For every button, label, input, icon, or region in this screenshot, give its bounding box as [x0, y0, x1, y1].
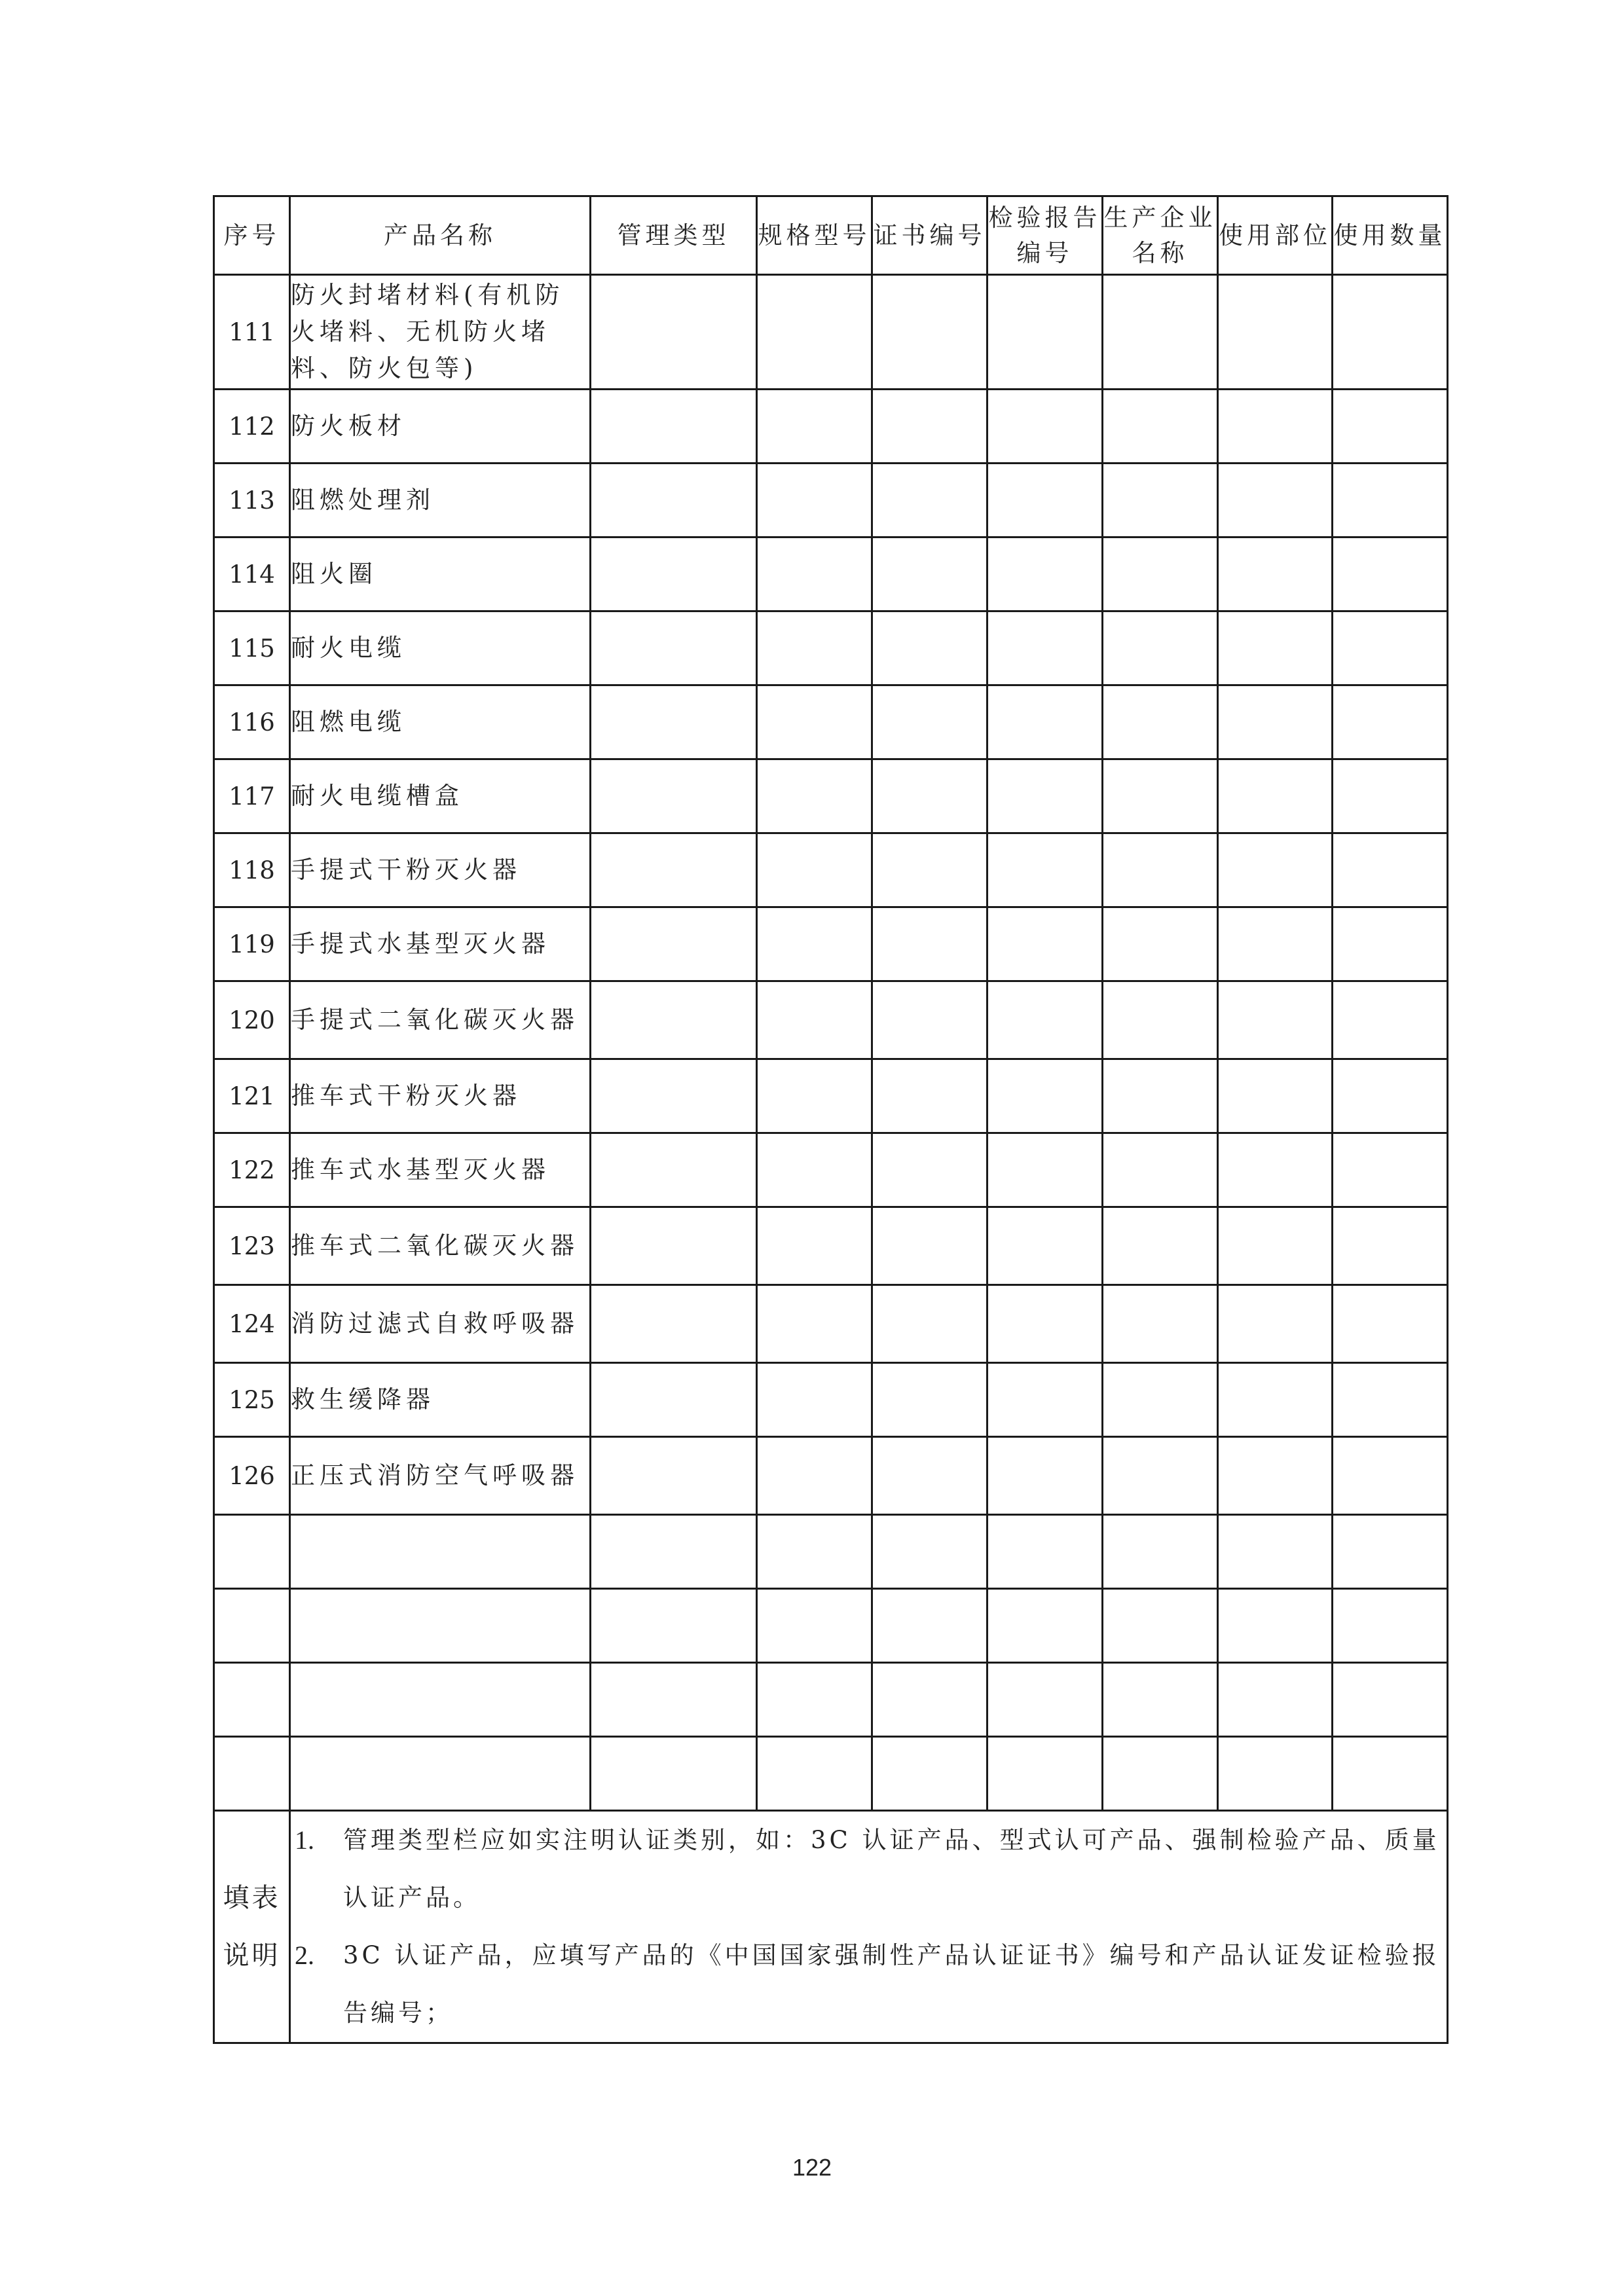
inspection-report-no-cell[interactable]: [987, 1663, 1103, 1737]
certificate-no-cell[interactable]: [872, 275, 987, 390]
spec-model-cell[interactable]: [757, 464, 872, 538]
certificate-no-cell[interactable]: [872, 1515, 987, 1589]
table-row: [214, 1589, 1448, 1663]
product-name-cell: 防火封堵材料(有机防火堵料、无机防火堵料、防火包等): [290, 275, 591, 390]
manufacturer-cell[interactable]: [1103, 538, 1218, 611]
inspection-report-no-cell[interactable]: [987, 1589, 1103, 1663]
header-cell-management-type: 管理类型: [591, 196, 757, 275]
usage-quantity-cell[interactable]: [1333, 1663, 1448, 1737]
management-type-cell[interactable]: [591, 275, 757, 390]
spec-model-cell[interactable]: [757, 275, 872, 390]
inspection-report-no-cell[interactable]: [987, 464, 1103, 538]
management-type-cell[interactable]: [591, 759, 757, 833]
instructions-label: 填表说明: [214, 1811, 290, 2043]
instruction-number: 2.: [295, 1941, 314, 1970]
spec-model-cell[interactable]: [757, 1207, 872, 1285]
instruction-number: 1.: [295, 1825, 314, 1855]
manufacturer-cell[interactable]: [1103, 1133, 1218, 1207]
spec-model-cell[interactable]: [757, 759, 872, 833]
usage-quantity-cell[interactable]: [1333, 390, 1448, 464]
usage-location-cell[interactable]: [1218, 275, 1333, 390]
seq-cell: 125: [214, 1363, 290, 1437]
product-name-cell: 推车式干粉灭火器: [290, 1059, 591, 1133]
spec-model-cell[interactable]: [757, 1437, 872, 1515]
certificate-no-cell[interactable]: [872, 1059, 987, 1133]
instruction-text: 3C 认证产品，应填写产品的《中国国家强制性产品认证证书》编号和产品认证发证检验报告编号；: [343, 1941, 1440, 2027]
product-name-cell: [290, 1515, 591, 1589]
product-name-cell: 阻火圈: [290, 538, 591, 611]
inspection-report-no-cell[interactable]: [987, 538, 1103, 611]
spec-model-cell[interactable]: [757, 611, 872, 685]
product-name-cell: 防火板材: [290, 390, 591, 464]
usage-location-cell[interactable]: [1218, 1285, 1333, 1363]
manufacturer-cell[interactable]: [1103, 464, 1218, 538]
page-number: 122: [792, 2154, 832, 2181]
management-type-cell[interactable]: [591, 1515, 757, 1589]
seq-cell: 115: [214, 611, 290, 685]
usage-location-cell[interactable]: [1218, 759, 1333, 833]
management-type-cell[interactable]: [591, 1663, 757, 1737]
product-name-cell: 手提式水基型灭火器: [290, 907, 591, 981]
seq-cell: 120: [214, 981, 290, 1059]
seq-cell: [214, 1515, 290, 1589]
header-cell-inspection-report-no: 检验报告编号: [987, 196, 1103, 275]
seq-cell: 114: [214, 538, 290, 611]
manufacturer-cell[interactable]: [1103, 981, 1218, 1059]
spec-model-cell[interactable]: [757, 1363, 872, 1437]
certificate-no-cell[interactable]: [872, 1589, 987, 1663]
usage-location-cell[interactable]: [1218, 833, 1333, 907]
management-type-cell[interactable]: [591, 1059, 757, 1133]
management-type-cell[interactable]: [591, 1363, 757, 1437]
spec-model-cell[interactable]: [757, 1737, 872, 1811]
certificate-no-cell[interactable]: [872, 464, 987, 538]
usage-location-cell[interactable]: [1218, 1663, 1333, 1737]
seq-cell: 118: [214, 833, 290, 907]
usage-location-cell[interactable]: [1218, 1737, 1333, 1811]
table-row: [214, 1515, 1448, 1589]
inspection-report-no-cell[interactable]: [987, 759, 1103, 833]
product-name-cell: 推车式水基型灭火器: [290, 1133, 591, 1207]
product-registration-table: [213, 195, 1449, 2044]
spec-model-cell[interactable]: [757, 907, 872, 981]
spec-model-cell[interactable]: [757, 1133, 872, 1207]
usage-quantity-cell[interactable]: [1333, 538, 1448, 611]
table-row: [214, 833, 1448, 907]
product-name-cell: 消防过滤式自救呼吸器: [290, 1285, 591, 1363]
usage-location-cell[interactable]: [1218, 390, 1333, 464]
table-row: [214, 907, 1448, 981]
certificate-no-cell[interactable]: [872, 611, 987, 685]
usage-quantity-cell[interactable]: [1333, 833, 1448, 907]
seq-cell: 124: [214, 1285, 290, 1363]
management-type-cell[interactable]: [591, 611, 757, 685]
manufacturer-cell[interactable]: [1103, 1737, 1218, 1811]
product-name-cell: [290, 1589, 591, 1663]
table-row: [214, 759, 1448, 833]
usage-quantity-cell[interactable]: [1333, 1285, 1448, 1363]
table-row: [214, 1133, 1448, 1207]
spec-model-cell[interactable]: [757, 833, 872, 907]
spec-model-cell[interactable]: [757, 390, 872, 464]
table-row: [214, 275, 1448, 390]
certificate-no-cell[interactable]: [872, 1133, 987, 1207]
product-name-cell: 手提式二氧化碳灭火器: [290, 981, 591, 1059]
product-name-cell: 救生缓降器: [290, 1363, 591, 1437]
table-row: [214, 1207, 1448, 1285]
usage-quantity-cell[interactable]: [1333, 907, 1448, 981]
product-name-cell: 耐火电缆: [290, 611, 591, 685]
seq-cell: 112: [214, 390, 290, 464]
certificate-no-cell[interactable]: [872, 538, 987, 611]
usage-quantity-cell[interactable]: [1333, 685, 1448, 759]
instructions-row: [214, 1811, 1448, 2043]
inspection-report-no-cell[interactable]: [987, 685, 1103, 759]
spec-model-cell[interactable]: [757, 685, 872, 759]
manufacturer-cell[interactable]: [1103, 1437, 1218, 1515]
table-row: [214, 611, 1448, 685]
inspection-report-no-cell[interactable]: [987, 1737, 1103, 1811]
seq-cell: 116: [214, 685, 290, 759]
usage-quantity-cell[interactable]: [1333, 1059, 1448, 1133]
instructions-body: [290, 1811, 1448, 2043]
management-type-cell[interactable]: [591, 833, 757, 907]
table-body: [214, 275, 1448, 1811]
management-type-cell[interactable]: [591, 1133, 757, 1207]
instruction-text: 管理类型栏应如实注明认证类别，如：3C 认证产品、型式认可产品、强制检验产品、质量认证产品。: [343, 1826, 1440, 1912]
management-type-cell[interactable]: [591, 981, 757, 1059]
manufacturer-cell[interactable]: [1103, 907, 1218, 981]
manufacturer-cell[interactable]: [1103, 1207, 1218, 1285]
usage-location-cell[interactable]: [1218, 1133, 1333, 1207]
certificate-no-cell[interactable]: [872, 1207, 987, 1285]
inspection-report-no-cell[interactable]: [987, 833, 1103, 907]
certificate-no-cell[interactable]: [872, 685, 987, 759]
seq-cell: 117: [214, 759, 290, 833]
product-name-cell: 阻燃处理剂: [290, 464, 591, 538]
manufacturer-cell[interactable]: [1103, 1363, 1218, 1437]
usage-quantity-cell[interactable]: [1333, 981, 1448, 1059]
seq-cell: 113: [214, 464, 290, 538]
table-row: [214, 685, 1448, 759]
inspection-report-no-cell[interactable]: [987, 611, 1103, 685]
usage-location-cell[interactable]: [1218, 981, 1333, 1059]
product-name-cell: 耐火电缆槽盒: [290, 759, 591, 833]
usage-location-cell[interactable]: [1218, 907, 1333, 981]
certificate-no-cell[interactable]: [872, 759, 987, 833]
header-cell-seq: 序号: [214, 196, 290, 275]
certificate-no-cell[interactable]: [872, 833, 987, 907]
product-name-cell: [290, 1663, 591, 1737]
usage-location-cell[interactable]: [1218, 538, 1333, 611]
header-cell-usage-quantity: 使用数量: [1333, 196, 1448, 275]
usage-quantity-cell[interactable]: [1333, 1515, 1448, 1589]
certificate-no-cell[interactable]: [872, 907, 987, 981]
usage-location-cell[interactable]: [1218, 1589, 1333, 1663]
spec-model-cell[interactable]: [757, 538, 872, 611]
spec-model-cell[interactable]: [757, 1515, 872, 1589]
usage-quantity-cell[interactable]: [1333, 1437, 1448, 1515]
certificate-no-cell[interactable]: [872, 390, 987, 464]
management-type-cell[interactable]: [591, 685, 757, 759]
management-type-cell[interactable]: [591, 1737, 757, 1811]
spec-model-cell[interactable]: [757, 1663, 872, 1737]
usage-quantity-cell[interactable]: [1333, 611, 1448, 685]
inspection-report-no-cell[interactable]: [987, 1363, 1103, 1437]
usage-location-cell[interactable]: [1218, 464, 1333, 538]
certificate-no-cell[interactable]: [872, 1363, 987, 1437]
instruction-item: [291, 1927, 1447, 2042]
seq-cell: 119: [214, 907, 290, 981]
table-row: [214, 1737, 1448, 1811]
header-cell-usage-location: 使用部位: [1218, 196, 1333, 275]
usage-location-cell[interactable]: [1218, 685, 1333, 759]
usage-location-cell[interactable]: [1218, 1363, 1333, 1437]
usage-location-cell[interactable]: [1218, 1515, 1333, 1589]
usage-quantity-cell[interactable]: [1333, 275, 1448, 390]
management-type-cell[interactable]: [591, 1285, 757, 1363]
seq-cell: 122: [214, 1133, 290, 1207]
manufacturer-cell[interactable]: [1103, 685, 1218, 759]
header-cell-manufacturer: 生产企业名称: [1103, 196, 1218, 275]
manufacturer-cell[interactable]: [1103, 1515, 1218, 1589]
instruction-item: [291, 1812, 1447, 1927]
management-type-cell[interactable]: [591, 907, 757, 981]
inspection-report-no-cell[interactable]: [987, 907, 1103, 981]
inspection-report-no-cell[interactable]: [987, 981, 1103, 1059]
header-cell-spec-model: 规格型号: [757, 196, 872, 275]
inspection-report-no-cell[interactable]: [987, 1059, 1103, 1133]
usage-location-cell[interactable]: [1218, 1207, 1333, 1285]
seq-cell: 123: [214, 1207, 290, 1285]
certificate-no-cell[interactable]: [872, 981, 987, 1059]
spec-model-cell[interactable]: [757, 981, 872, 1059]
manufacturer-cell[interactable]: [1103, 1663, 1218, 1737]
table-row: [214, 1363, 1448, 1437]
table-row: [214, 1059, 1448, 1133]
header-row: [214, 196, 1448, 275]
manufacturer-cell[interactable]: [1103, 390, 1218, 464]
management-type-cell[interactable]: [591, 1207, 757, 1285]
seq-cell: 126: [214, 1437, 290, 1515]
certificate-no-cell[interactable]: [872, 1437, 987, 1515]
manufacturer-cell[interactable]: [1103, 1589, 1218, 1663]
certificate-no-cell[interactable]: [872, 1663, 987, 1737]
product-name-cell: [290, 1737, 591, 1811]
table-row: [214, 538, 1448, 611]
inspection-report-no-cell[interactable]: [987, 1207, 1103, 1285]
header-cell-product-name: 产品名称: [290, 196, 591, 275]
manufacturer-cell[interactable]: [1103, 275, 1218, 390]
seq-cell: [214, 1589, 290, 1663]
product-name-cell: 手提式干粉灭火器: [290, 833, 591, 907]
inspection-report-no-cell[interactable]: [987, 1437, 1103, 1515]
certificate-no-cell[interactable]: [872, 1737, 987, 1811]
usage-location-cell[interactable]: [1218, 611, 1333, 685]
usage-quantity-cell[interactable]: [1333, 1207, 1448, 1285]
table-row: [214, 464, 1448, 538]
usage-location-cell[interactable]: [1218, 1437, 1333, 1515]
seq-cell: [214, 1663, 290, 1737]
manufacturer-cell[interactable]: [1103, 759, 1218, 833]
manufacturer-cell[interactable]: [1103, 1059, 1218, 1133]
inspection-report-no-cell[interactable]: [987, 390, 1103, 464]
usage-quantity-cell[interactable]: [1333, 464, 1448, 538]
manufacturer-cell[interactable]: [1103, 1285, 1218, 1363]
product-name-cell: 阻燃电缆: [290, 685, 591, 759]
table-row: [214, 390, 1448, 464]
inspection-report-no-cell[interactable]: [987, 1285, 1103, 1363]
table-row: [214, 981, 1448, 1059]
usage-quantity-cell[interactable]: [1333, 1363, 1448, 1437]
manufacturer-cell[interactable]: [1103, 833, 1218, 907]
inspection-report-no-cell[interactable]: [987, 1133, 1103, 1207]
table-row: [214, 1663, 1448, 1737]
seq-cell: 121: [214, 1059, 290, 1133]
header-cell-certificate-no: 证书编号: [872, 196, 987, 275]
usage-quantity-cell[interactable]: [1333, 1133, 1448, 1207]
usage-location-cell[interactable]: [1218, 1059, 1333, 1133]
management-type-cell[interactable]: [591, 390, 757, 464]
table-row: [214, 1437, 1448, 1515]
spec-model-cell[interactable]: [757, 1589, 872, 1663]
management-type-cell[interactable]: [591, 464, 757, 538]
management-type-cell[interactable]: [591, 538, 757, 611]
manufacturer-cell[interactable]: [1103, 611, 1218, 685]
management-type-cell[interactable]: [591, 1589, 757, 1663]
product-name-cell: 正压式消防空气呼吸器: [290, 1437, 591, 1515]
seq-cell: 111: [214, 275, 290, 390]
table-row: [214, 1285, 1448, 1363]
usage-quantity-cell[interactable]: [1333, 1737, 1448, 1811]
inspection-report-no-cell[interactable]: [987, 275, 1103, 390]
usage-quantity-cell[interactable]: [1333, 759, 1448, 833]
inspection-report-no-cell[interactable]: [987, 1515, 1103, 1589]
spec-model-cell[interactable]: [757, 1059, 872, 1133]
management-type-cell[interactable]: [591, 1437, 757, 1515]
spec-model-cell[interactable]: [757, 1285, 872, 1363]
usage-quantity-cell[interactable]: [1333, 1589, 1448, 1663]
seq-cell: [214, 1737, 290, 1811]
certificate-no-cell[interactable]: [872, 1285, 987, 1363]
product-name-cell: 推车式二氧化碳灭火器: [290, 1207, 591, 1285]
